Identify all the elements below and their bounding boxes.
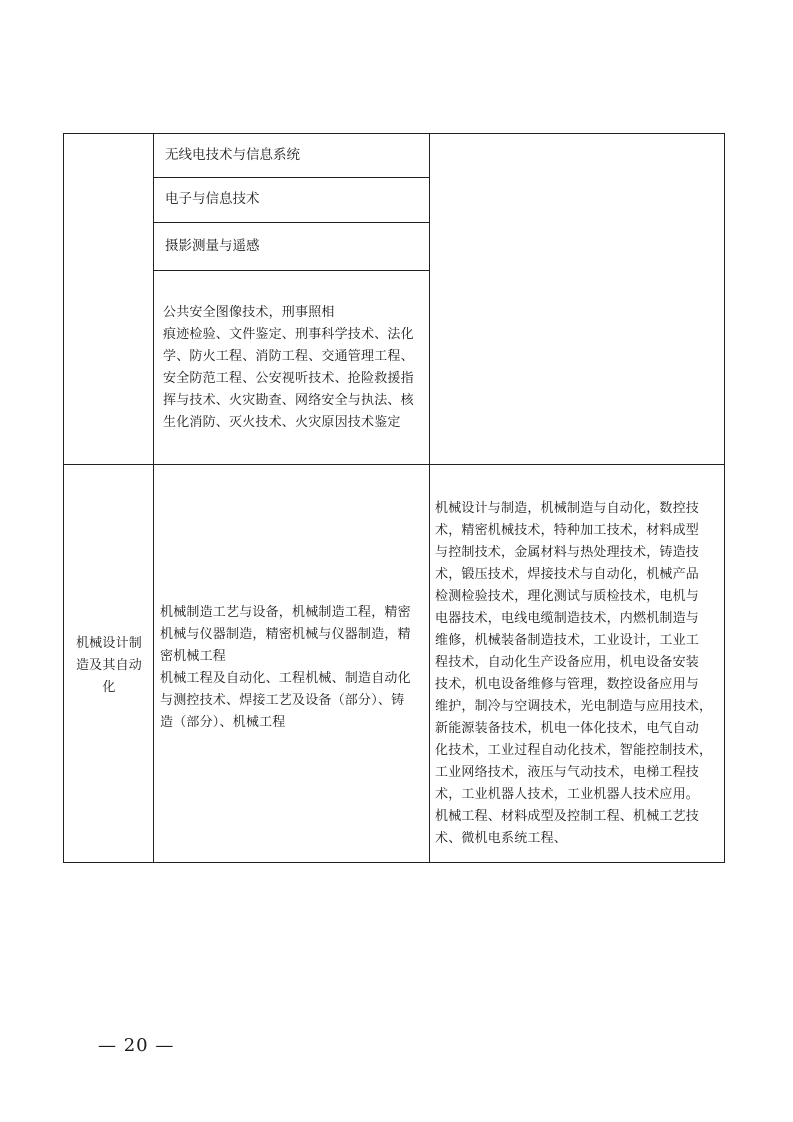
text-line: 痕迹检验、文件鉴定、刑事科学技术、法化 [163, 327, 414, 342]
column-divider-1 [153, 133, 154, 863]
text-line: 密机械工程 [160, 649, 227, 664]
row-divider-1 [153, 177, 430, 178]
text-line: 机械工程及自动化、工程机械、制造自动化 [160, 671, 411, 686]
text-line: 新能源装备技术，机电一体化技术，电气自动 [435, 721, 700, 736]
category-line: 机械设计制 [75, 636, 142, 651]
text-line: 生化消防、灭火技术、火灾原因技术鉴定 [163, 415, 401, 430]
row-divider-2 [153, 222, 430, 223]
section-divider [63, 464, 725, 465]
text-line: 机械制造工艺与设备，机械制造工程，精密 [160, 605, 411, 620]
text-line: 技术，机电设备维修与管理，数控设备应用与 [435, 677, 700, 692]
text-line: 工业网络技术，液压与气动技术，电梯工程技 [435, 765, 700, 780]
text-line: 安全防范工程、公安视听技术、抢险救援指 [163, 371, 414, 386]
text-line: 化技术，工业过程自动化技术，智能控制技术， [435, 743, 713, 758]
major-row-1: 无线电技术与信息系统 [165, 147, 300, 163]
text-line: 公共安全图像技术，刑事照相 [163, 305, 335, 320]
major-row-2: 电子与信息技术 [165, 191, 260, 207]
row-divider-3 [153, 270, 430, 271]
text-line: 机械工程、材料成型及控制工程、机械工艺技 [435, 809, 700, 824]
text-line: 机械设计与制造，机械制造与自动化，数控技 [435, 501, 700, 516]
page-number: — 20 — [98, 1035, 175, 1056]
text-line: 造（部分）、机械工程 [160, 715, 286, 730]
text-line: 术，锻压技术，焊接技术与自动化，机械产品 [435, 567, 700, 582]
text-line: 与测控技术、焊接工艺及设备（部分）、铸 [160, 693, 405, 708]
category-line: 化 [102, 680, 116, 695]
column-divider-2 [429, 133, 430, 863]
text-line: 挥与技术、火灾勘查、网络安全与执法、核 [163, 393, 414, 408]
text-line: 检测检验技术，理化测试与质检技术，电机与 [435, 589, 700, 604]
text-line: 术，工业机器人技术，工业机器人技术应用。 [435, 787, 700, 802]
text-line: 维护，制冷与空调技术，光电制造与应用技术， [435, 699, 713, 714]
text-line: 术、微机电系统工程、 [435, 831, 568, 846]
text-line: 机械与仪器制造，精密机械与仪器制造，精 [160, 627, 411, 642]
text-line: 术，精密机械技术，特种加工技术，材料成型 [435, 523, 700, 538]
category-line: 造及其自动 [75, 658, 142, 673]
text-line: 与控制技术，金属材料与热处理技术，铸造技 [435, 545, 700, 560]
text-line: 维修，机械装备制造技术，工业设计，工业工 [435, 633, 700, 648]
text-line: 学、防火工程、消防工程、交通管理工程、 [163, 349, 414, 364]
major-row-3: 摄影测量与遥感 [165, 238, 260, 254]
text-line: 程技术，自动化生产设备应用，机电设备安装 [435, 655, 700, 670]
text-line: 电器技术，电线电缆制造技术，内燃机制造与 [435, 611, 700, 626]
